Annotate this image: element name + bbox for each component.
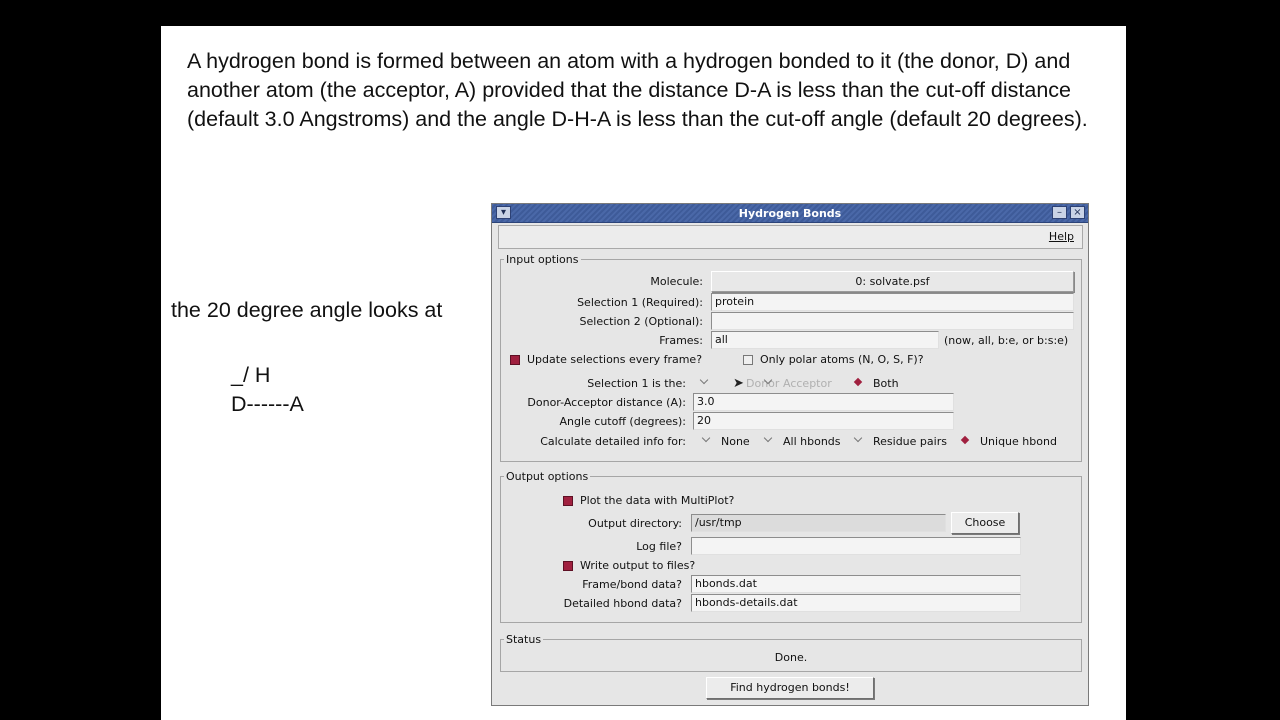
status-legend: Status [506,633,542,646]
plot-checkbox[interactable] [563,496,573,506]
selection-role-label: Selection 1 is the: [587,377,686,390]
detail-unique-radio[interactable] [961,436,971,446]
role-both-label: Both [873,377,899,390]
polar-atoms-checkbox[interactable] [743,355,753,365]
detail-label: Calculate detailed info for: [540,435,686,448]
frame-bond-input[interactable]: hbonds.dat [691,575,1021,593]
distance-input[interactable]: 3.0 [693,393,954,411]
output-dir-label: Output directory: [588,517,682,530]
distance-label: Donor-Acceptor distance (A): [527,396,686,409]
find-hydrogen-bonds-button[interactable]: Find hydrogen bonds! [706,677,874,699]
role-acceptor-radio[interactable] [763,378,773,388]
frames-hint: (now, all, b:e, or b:s:e) [944,334,1069,347]
frames-input[interactable]: all [711,331,939,349]
angle-note: the 20 degree angle looks at [171,298,443,322]
selection1-input[interactable]: protein [711,293,1074,311]
mouse-cursor-icon: ➤ [733,376,744,391]
window-menu-icon[interactable]: ▾ [496,206,511,219]
selection2-label: Selection 2 (Optional): [579,315,703,328]
selection2-input[interactable] [711,312,1074,330]
status-text: Done. [774,651,808,664]
diagram-line-1: _/ H [231,363,271,387]
role-acceptor-label: Acceptor [783,377,832,390]
intro-paragraph: A hydrogen bond is formed between an atom with a hydrogen bonded to it (the donor, D) and another atom (the acceptor, A) provided that the distance D-A is less than the cut-off distance (default 3.0 Angstroms) and the angle D-H-A is less than the cut-off angle (default 20 degrees). [187,49,1088,131]
choose-button[interactable]: Choose [951,512,1019,534]
menu-bar [498,225,1083,249]
frame-bond-label: Frame/bond data? [582,578,682,591]
title-bar[interactable] [492,204,1088,223]
detail-none-label: None [721,435,750,448]
window-title: Hydrogen Bonds [738,207,842,220]
hydrogen-bonds-window [491,203,1089,706]
frames-label: Frames: [659,334,703,347]
detail-all-radio[interactable] [763,436,773,446]
plot-label: Plot the data with MultiPlot? [580,494,735,507]
output-options-legend: Output options [506,470,589,483]
update-selections-label: Update selections every frame? [527,353,703,366]
bond-diagram [231,361,304,418]
minimize-icon[interactable]: – [1052,206,1067,219]
polar-atoms-label: Only polar atoms (N, O, S, F)? [760,353,924,366]
selection1-label: Selection 1 (Required): [577,296,703,309]
role-both-radio[interactable] [854,378,864,388]
diagram-line-2: D------A [231,391,304,416]
detailed-hbond-input[interactable]: hbonds-details.dat [691,594,1021,612]
help-menu[interactable]: Help [1048,230,1074,243]
detail-none-radio[interactable] [701,436,711,446]
molecule-menu[interactable]: 0: solvate.psf [711,271,1074,292]
angle-label: Angle cutoff (degrees): [559,415,686,428]
detailed-hbond-label: Detailed hbond data? [563,597,682,610]
role-donor-radio[interactable] [699,378,709,388]
role-donor-label: Donor [746,377,780,390]
write-output-label: Write output to files? [580,559,696,572]
angle-input[interactable]: 20 [693,412,954,430]
log-file-input[interactable] [691,537,1021,555]
detail-residue-label: Residue pairs [873,435,947,448]
detail-unique-label: Unique hbond [980,435,1057,448]
molecule-label: Molecule: [650,275,703,288]
write-output-checkbox[interactable] [563,561,573,571]
log-file-label: Log file? [636,540,682,553]
input-options-legend: Input options [506,253,579,266]
output-dir-input[interactable]: /usr/tmp [691,514,946,532]
detail-residue-radio[interactable] [853,436,863,446]
update-selections-checkbox[interactable] [510,355,520,365]
detail-all-label: All hbonds [783,435,841,448]
close-icon[interactable]: × [1070,206,1085,219]
